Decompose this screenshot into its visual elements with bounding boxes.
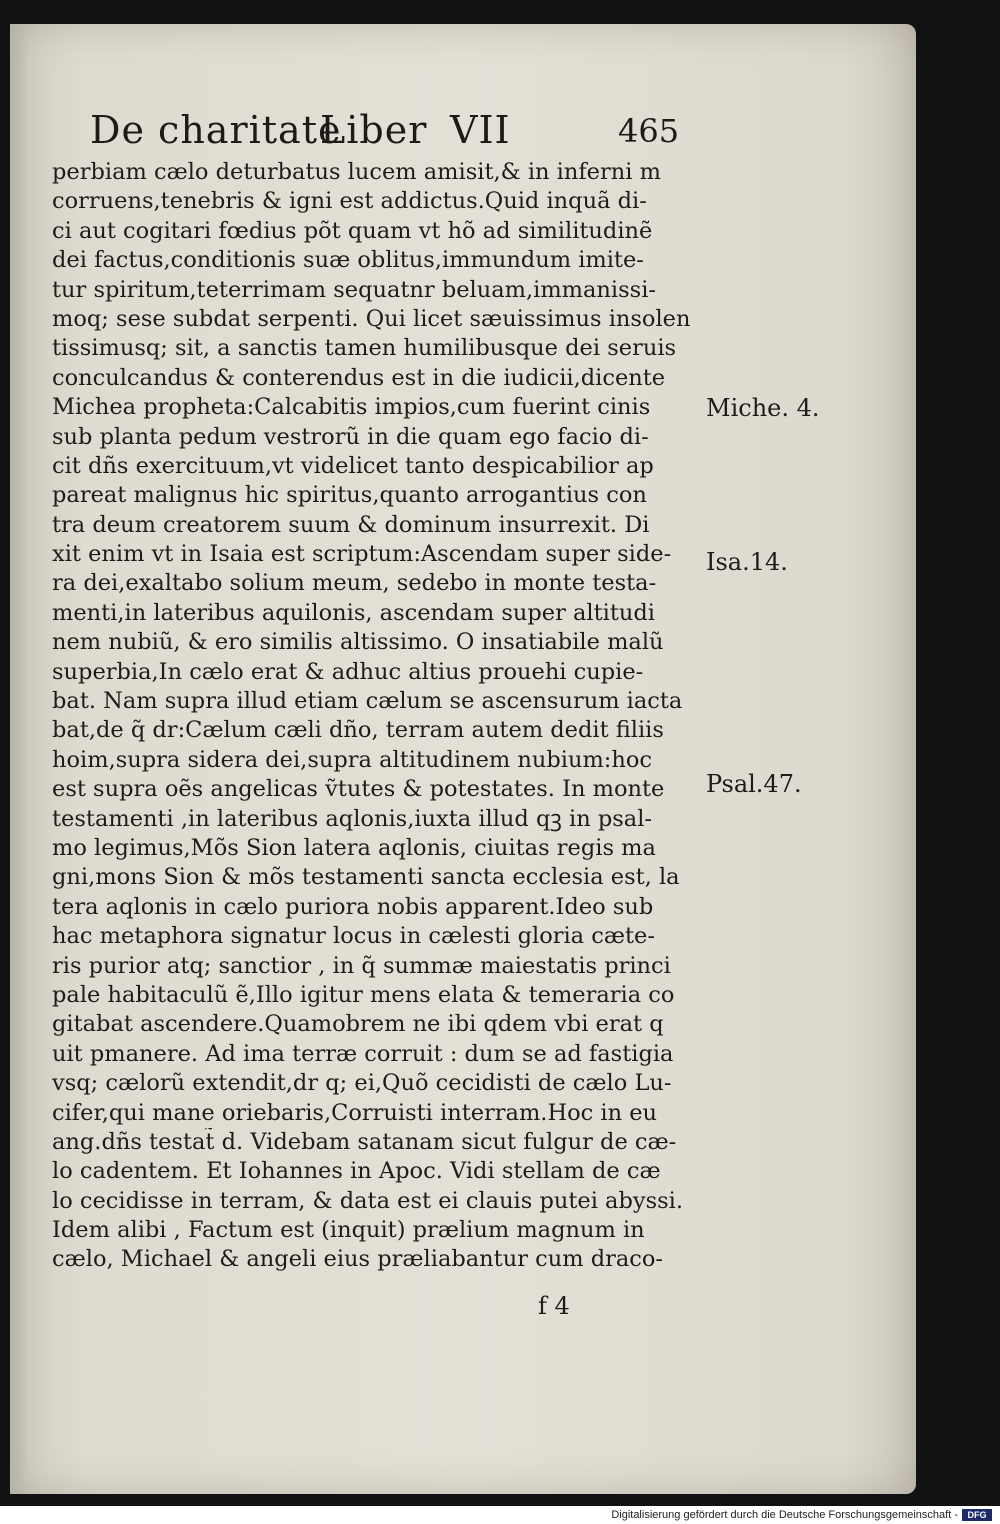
text-line: tra deum creatorem suum & dominum insurrexit. Di	[52, 511, 650, 538]
footer-bar	[0, 1506, 1000, 1524]
text-line: cifer,qui mane oriebaris,Corruisti interram.Hoc in eu	[52, 1099, 658, 1126]
text-line: testamenti ,in lateribus aqlonis,iuxta illud qꝫ in psal-	[52, 805, 653, 832]
text-line: perbiam cælo deturbatus lucem amisit,& in inferni m	[52, 159, 661, 185]
marginal-note-isaias: Isa.14.	[706, 548, 788, 576]
text-line: Michea propheta:Calcabitis impios,cum fuerint cinis	[52, 394, 651, 421]
body-text	[52, 158, 702, 1275]
running-head-liber: Liber	[320, 108, 428, 152]
text-line: mo legimus,Mõs Sion latera aqlonis, ciuitas regis ma	[52, 834, 656, 861]
text-line: hoim,supra sidera dei,supra altitudinem nubium:hoc	[52, 746, 652, 773]
text-line: xit enim vt in Isaia est scriptum:Ascendam super side-	[52, 541, 672, 568]
text-line: pareat malignus hic spiritus,quanto arrogantius con	[52, 482, 647, 509]
text-line: sub planta pedum vestrorũ in die quam ego facio di-	[52, 423, 649, 450]
text-line: conculcandus & conterendus est in die iudicii,dicente	[52, 364, 666, 391]
text-line: tera aqlonis in cælo puriora nobis apparent.Ideo sub	[52, 893, 654, 920]
running-head-title: De charitate	[90, 108, 342, 152]
text-line: uit pmanere. Ad ima terræ corruit : dum se ad fastigia	[52, 1040, 674, 1067]
text-line: nem nubiũ, & ero similis altissimo. O insatiabile malũ	[52, 629, 664, 656]
marginal-note-micheas: Miche. 4.	[706, 394, 820, 422]
text-line: est supra oẽs angelicas ṽtutes & potestates. In monte	[52, 776, 665, 803]
signature-mark: f 4	[538, 1292, 570, 1320]
running-head-book-number: VII	[450, 108, 511, 152]
marginal-note-psalmus: Psal.47.	[706, 770, 802, 798]
text-line: vsq; cælorũ extendit,dr q; ei,Quõ cecidisti de cælo Lu-	[52, 1070, 672, 1097]
text-line: moq; sese subdat serpenti. Qui licet sæuissimus insolen	[52, 305, 691, 332]
page-number: 465	[618, 112, 680, 150]
text-line: gni,mons Sion & mõs testamenti sancta ecclesia est, la	[52, 864, 680, 891]
text-line: ris purior atq; sanctior , in q̃ summæ maiestatis princi	[52, 952, 671, 979]
dfg-logo: DFG	[962, 1509, 992, 1521]
text-line: tissimusq; sit, a sanctis tamen humilibusque dei seruis	[52, 335, 677, 362]
text-line: superbia,In cælo erat & adhuc altius prouehi cupie-	[52, 658, 644, 685]
page-gutter-shadow	[10, 24, 28, 1494]
text-line: corruens,tenebris & igni est addictus.Quid inquã di-	[52, 188, 647, 215]
text-line: pale habitaculũ ẽ,Illo igitur mens elata & temeraria co	[52, 981, 675, 1008]
text-line: Idem alibi , Factum est (inquit) prælium magnum in	[52, 1217, 645, 1244]
funding-credit: Digitalisierung gefördert durch die Deutsche Forschungsgemeinschaft -	[611, 1509, 958, 1521]
text-line: bat. Nam supra illud etiam cælum se ascensurum iacta	[52, 688, 683, 715]
text-line: cælo, Michael & angeli eius præliabantur cum draco-	[52, 1246, 664, 1273]
text-line: bat,de q̃ dr:Cælum cæli dño, terram autem dedit filiis	[52, 717, 664, 744]
text-line: hac metaphora signatur locus in cælesti gloria cæte-	[52, 923, 655, 950]
text-line: lo cadentem. Et Iohannes in Apoc. Vidi stellam de cæ	[52, 1158, 661, 1185]
text-line: lo cecidisse in terram, & data est ei clauis putei abyssi.	[52, 1187, 684, 1214]
text-line: cit dñs exercituum,vt videlicet tanto despicabilior ap	[52, 452, 654, 479]
text-line: tur spiritum,teterrimam sequatnr beluam,immanissi-	[52, 276, 656, 303]
text-line: menti,in lateribus aquilonis, ascendam super altitudi	[52, 599, 655, 626]
text-line: ang.dñs testat̃ d. Videbam satanam sicut fulgur de cæ-	[52, 1128, 677, 1155]
text-line: dei factus,conditionis suæ oblitus,immundum imite-	[52, 247, 644, 274]
text-line: gitabat ascendere.Quamobrem ne ibi qdem vbi erat q	[52, 1011, 664, 1038]
text-line: ci aut cogitari fœdius põt quam vt hõ ad similitudinẽ	[52, 217, 653, 244]
text-line: ra dei,exaltabo solium meum, sedebo in monte testa-	[52, 570, 657, 597]
